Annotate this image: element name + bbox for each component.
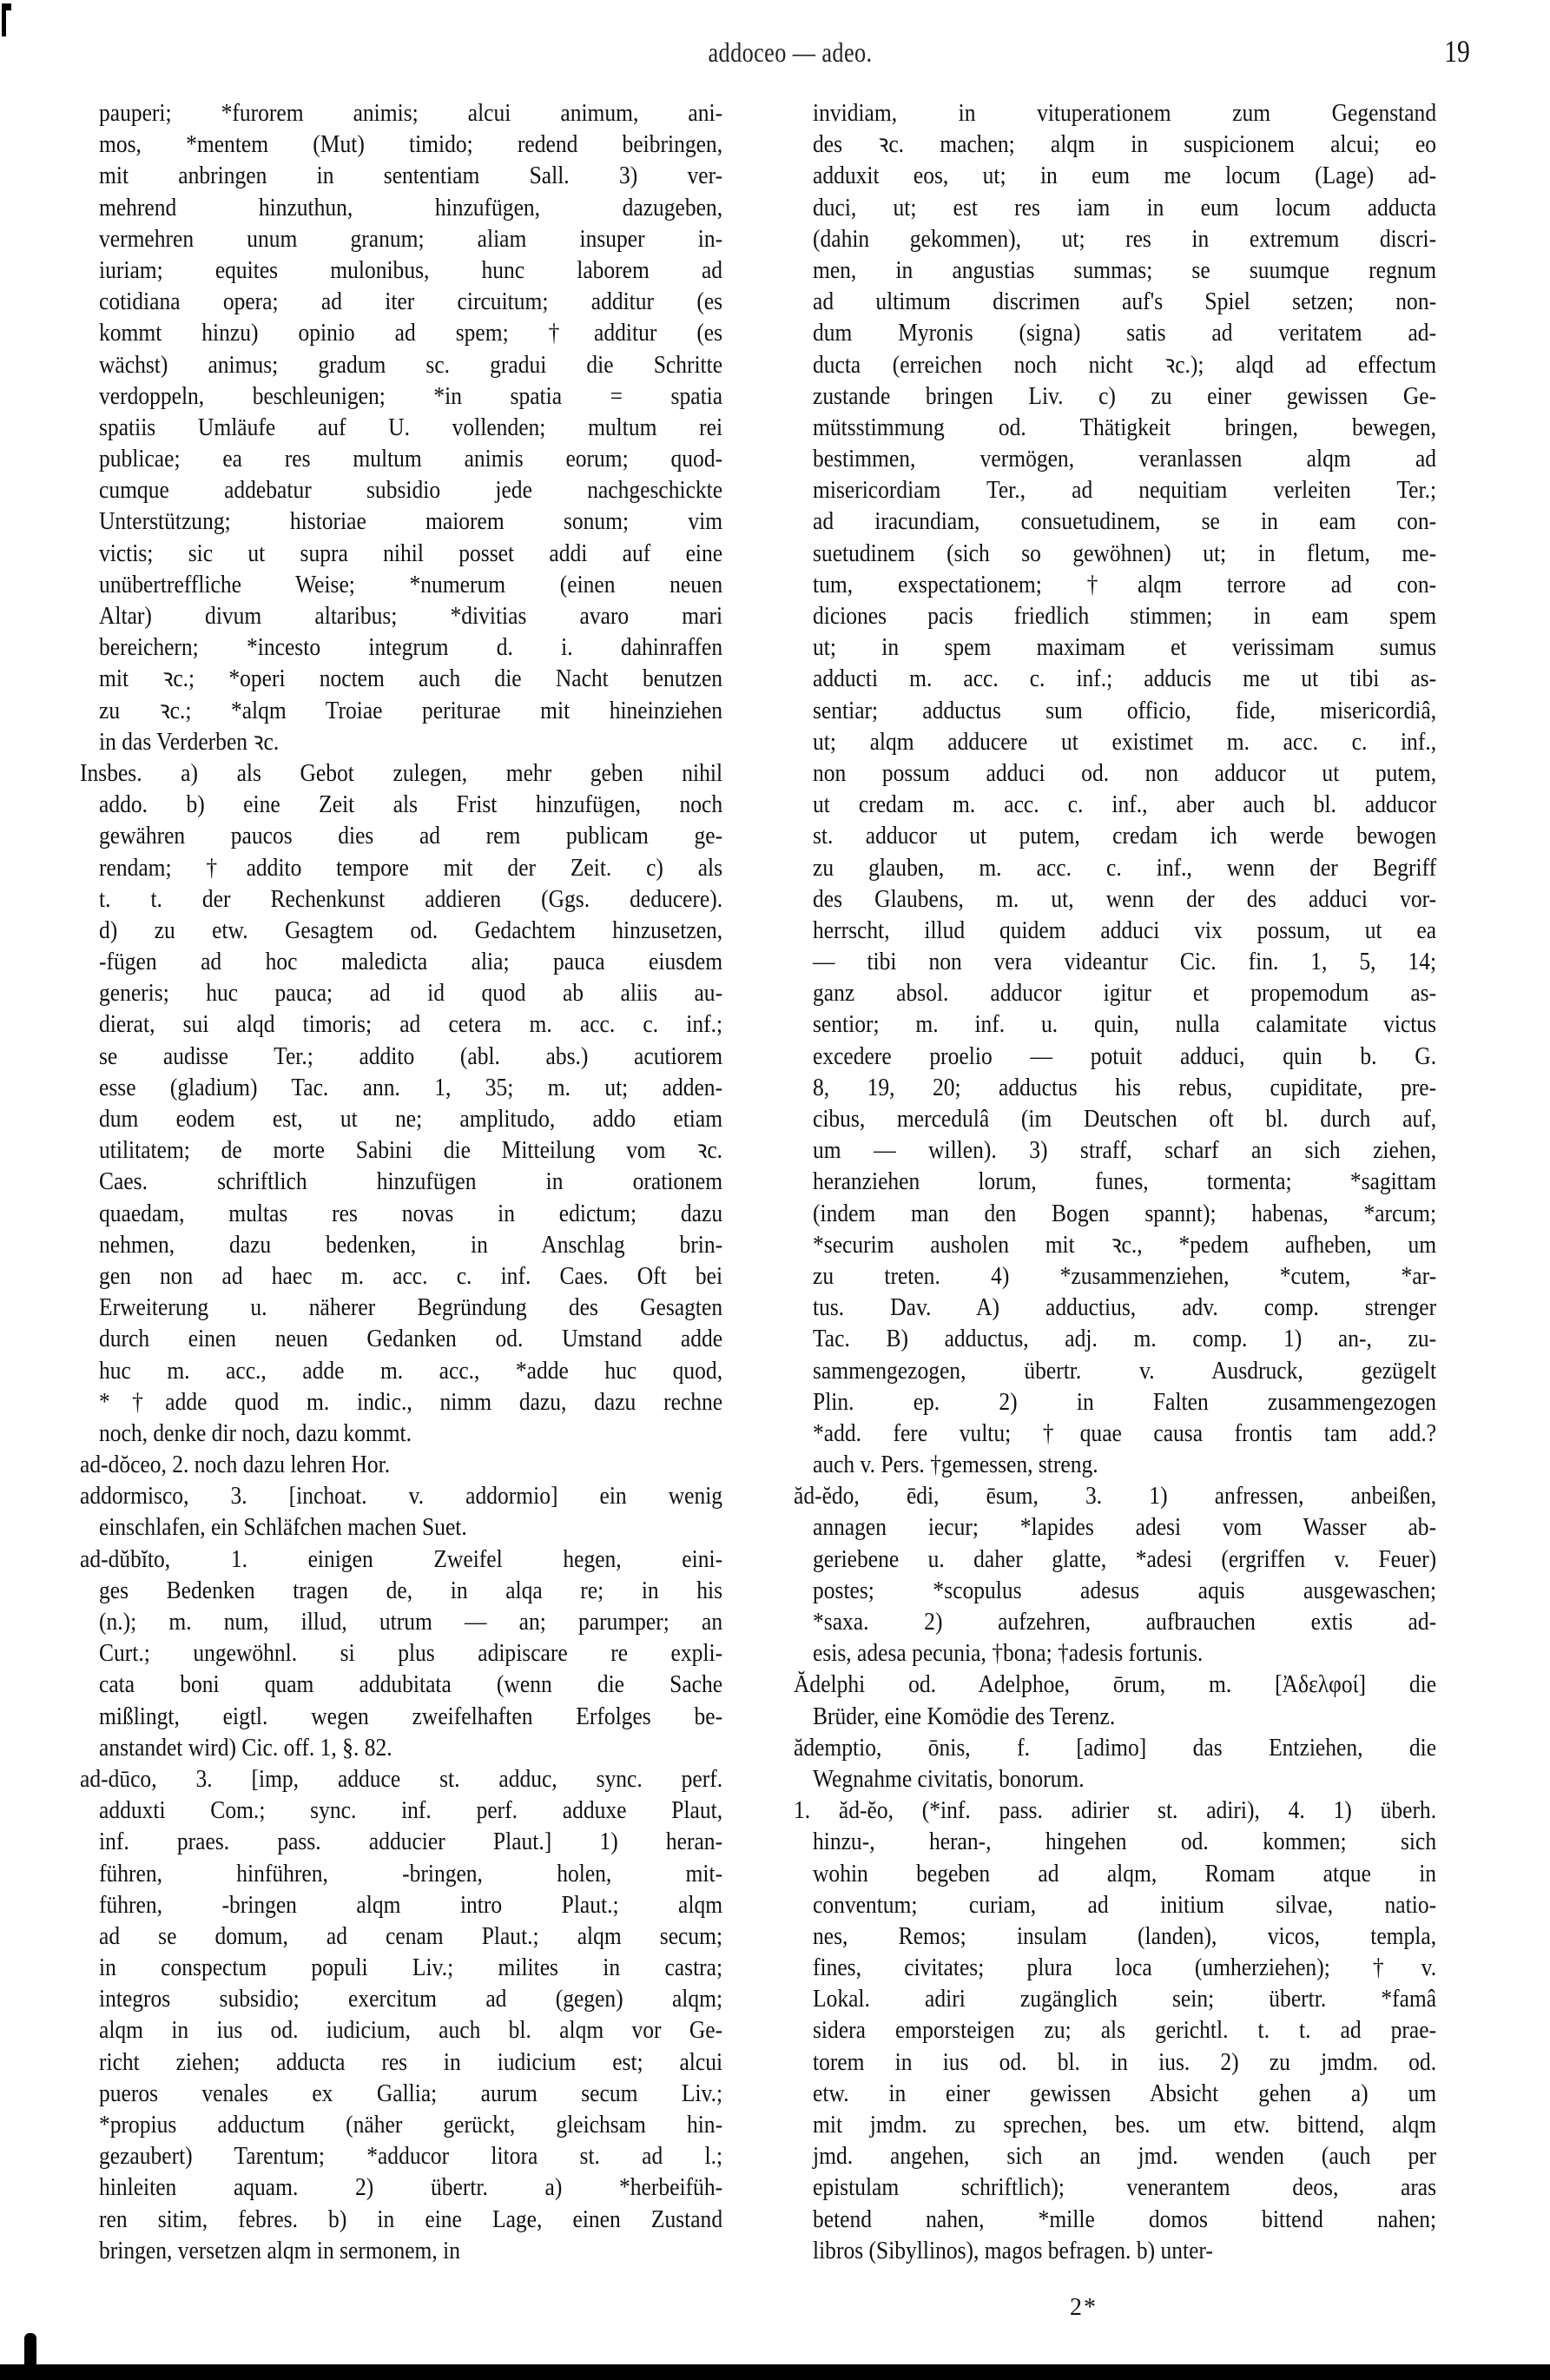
printer-signature: 2* [1070,2294,1098,2321]
scan-border-bottom [0,2364,1550,2380]
text-line: dierat, sui alqd timoris; ad cetera m. acc. c. inf.; [99,1010,723,1039]
text-line: tus. Dav. A) adductius, adv. comp. strenger [813,1293,1437,1322]
text-line: ut credam m. acc. c. inf., aber auch bl. adducor [813,790,1437,819]
text-line: non possum adduci od. non adducor ut putem, [813,758,1437,787]
text-line: ad se domum, ad cenam Plaut.; alqm secum; [99,1921,723,1950]
text-line: führen, -bringen alqm intro Plaut.; alqm [99,1890,723,1919]
text-line: Erweiterung u. näherer Begründung des Gesagten [99,1293,723,1322]
text-line: mißlingt, eigtl. wegen zweifelhaften Erfolges be- [99,1702,723,1730]
text-line: *propius adductum (näher gerückt, gleichsam hin- [99,2111,723,2139]
dictionary-entry-headline: ăd-ĕdo, ēdi, ēsum, 3. 1) anfressen, anbeißen, [794,1482,1437,1511]
text-line: sentior; m. inf. u. quin, nulla calamitate victus [813,1010,1437,1039]
text-line: tum, exspectationem; †alqm terrore ad con- [813,570,1437,598]
text-line: adduxti Com.; sync. inf. perf. adduxe Plaut, [99,1796,723,1825]
text-line: sammengezogen, übertr. v. Ausdruck, gezügelt [813,1356,1437,1385]
text-line: t. t. der Rechenkunst addieren (Ggs. deducere). [99,884,723,913]
text-line: alqm in ius od. iudicium, auch bl. alqm vor Ge- [99,2016,723,2045]
text-line: torem in ius od. bl. in ius. 2) zu jmdm. od. [813,2047,1437,2076]
text-line: addo. b) eine Zeit als Frist hinzufügen, noch [99,790,723,819]
text-line: integros subsidio; exercitum ad (gegen) alqm; [99,1985,723,2013]
text-line: geriebene u. daher glatte, *adesi (ergriffen v. Feuer) [813,1544,1437,1573]
text-line: des Glaubens, m. ut, wenn der des adduci vor- [813,884,1437,913]
text-line: dum eodem est, ut ne; amplitudo, addo etiam [99,1105,723,1133]
text-line: excedere proelio — potuit adduci, quin b. G. [813,1041,1437,1070]
text-line: etw. in einer gewissen Absicht gehen a) um [813,2079,1437,2107]
text-line: esis, adesa pecunia, †bona; †adesis fortunis. [813,1639,1204,1668]
text-line: unübertreffliche Weise; *numerum (einen neuen [99,570,723,598]
text-line: führen, hinführen, -bringen, holen, mit- [99,1859,723,1887]
text-line: zu ꝛc.; *alqm Troiae periturae mit hineinziehen [99,696,723,724]
text-line: mit jmdm. zu sprechen, bes. um etw. bittend, alqm [813,2111,1437,2139]
text-line: iuriam; equites mulonibus, hunc laborem ad [99,255,723,284]
text-line: hinzu-, heran-, hingehen od. kommen; sich [813,1828,1437,1856]
text-line: ad ultimum discrimen auf's Spiel setzen; non- [813,288,1437,316]
text-line: -fügen ad hoc maledicta alia; pauca eiusdem [99,948,723,976]
text-line: rendam; †addito tempore mit der Zeit. c) als [99,853,723,882]
text-line: generis; huc pauca; ad id quod ab aliis au- [99,979,723,1008]
text-line: *†adde quod m. indic., nimm dazu, dazu rechne [99,1387,723,1416]
text-line: postes; *scopulus adesus aquis ausgewaschen; [813,1576,1437,1604]
text-line: adduxit eos, ut; in eum me locum (Lage) ad- [813,162,1437,190]
text-line: herrscht, illud quidem adduci vix possum, ut ea [813,916,1437,944]
text-line: *securim ausholen mit ꝛc., *pedem aufheben, um [813,1230,1437,1259]
text-line: ut; alqm adducere ut existimet m. acc. c. inf., [813,727,1437,756]
text-line: pueros venales ex Gallia; aurum secum Liv.; [99,2079,723,2107]
text-line: duci, ut; est res iam in eum locum adducta [813,193,1437,221]
text-line: jmd. angehen, sich an jmd. wenden (auch per [813,2142,1437,2171]
text-line: ad iracundiam, consuetudinem, se in eam con- [813,507,1437,536]
text-line: libros (Sibyllinos), magos befragen. b) unter- [813,2236,1213,2264]
text-line: ren sitim, febres. b) in eine Lage, einen Zustand [99,2205,723,2233]
text-line: spatiis Umläufe auf U. vollenden; multum rei [99,413,723,441]
text-line: heranziehen lorum, funes, tormenta; *sagittam [813,1167,1437,1196]
text-line: Tac. B) adductus, adj. m. comp. 1) an-, zu- [813,1325,1437,1353]
text-line: auch v. Pers. †gemessen, streng. [813,1451,1098,1479]
text-line: zustande bringen Liv. c) zu einer gewissen Ge- [813,381,1437,410]
text-line: Unterstützung; historiae maiorem sonum; vim [99,507,723,536]
dictionary-entry-headline: ad-dŭbĭto, 1. einigen Zweifel hegen, eini- [80,1544,723,1573]
text-line: durch einen neuen Gedanken od. Umstand adde [99,1325,723,1353]
text-line: mit ꝛc.; *operi noctem auch die Nacht benutzen [99,664,723,693]
text-line: noch, denke dir noch, dazu kommt. [99,1418,412,1447]
text-line: ges Bedenken tragen de, in alqa re; in his [99,1576,723,1604]
dictionary-entry-headline: ad-dŏceo, 2. noch dazu lehren Hor. [80,1451,391,1479]
text-line: fines, civitates; plura loca (umherziehen); †v. [813,1954,1437,1982]
text-line: sentiar; adductus sum officio, fide, misericordiâ, [813,696,1437,724]
text-line: Lokal. adiri zugänglich sein; übertr. *famâ [813,1985,1437,2013]
text-line: — tibi non vera videantur Cic. fin. 1, 5, 14; [813,948,1437,976]
right-column [794,97,1437,2266]
dictionary-entry-headline: ădemptio, ōnis, f. [adimo] das Entziehen, die [794,1733,1437,1762]
text-line: (n.); m. num, illud, utrum — an; parumper; an [99,1608,723,1636]
text-line: quaedam, multas res novas in edictum; dazu [99,1199,723,1227]
text-line: annagen iecur; *lapides adesi vom Wasser ab- [813,1513,1437,1542]
dictionary-entry-headline: Insbes. a) als Gebot zulegen, mehr geben nihil [80,758,723,787]
dictionary-entry-headline: ad-dūco, 3. [imp, adduce st. adduc, sync. perf. [80,1764,723,1793]
text-line: zu treten. 4) *zusammenziehen, *cutem, *ar- [813,1261,1437,1290]
text-line: hinleiten aquam. 2) übertr. a) *herbeifüh- [99,2173,723,2202]
scan-artifact-top [2,3,6,36]
text-line: dum Myronis (signa) satis ad veritatem ad- [813,319,1437,347]
running-head: addoceo — adeo. [708,36,873,68]
text-line: wohin begeben ad alqm, Romam atque in [813,1859,1437,1887]
text-line: zu glauben, m. acc. c. inf., wenn der Begriff [813,853,1437,882]
text-line: vermehren unum granum; aliam insuper in- [99,224,723,253]
text-line: cibus, mercedulâ (im Deutschen oft bl. durch auf, [813,1105,1437,1133]
page-number: 19 [1444,34,1470,69]
text-line: kommt hinzu) opinio ad spem; †additur (es [99,319,723,347]
scan-artifact-bottom [24,2333,36,2364]
text-line: suetudinem (sich so gewöhnen) ut; in fletum, me- [813,539,1437,567]
text-line: (dahin gekommen), ut; res in extremum discri- [813,224,1437,253]
text-line: bestimmen, vermögen, veranlassen alqm ad [813,445,1437,473]
text-line: gewähren paucos dies ad rem publicam ge- [99,822,723,850]
text-line: men, in angustias summas; se suumque regnum [813,255,1437,284]
text-line: nes, Remos; insulam (landen), vicos, templa, [813,1921,1437,1950]
text-line: gezaubert) Tarentum; *adducor litora st. ad l.; [99,2142,723,2171]
text-line: ut; in spem maximam et verissimam sumus [813,633,1437,662]
text-line: esse (gladium) Tac. ann. 1, 35; m. ut; adden- [99,1073,723,1101]
text-line: des ꝛc. machen; alqm in suspicionem alcui; eo [813,130,1437,159]
left-column [80,97,723,2266]
text-line: victis; sic ut supra nihil posset addi auf eine [99,539,723,567]
text-line: misericordiam Ter., ad nequitiam verleiten Ter.; [813,476,1437,505]
text-line: st. adducor ut putem, credam ich werde bewogen [813,822,1437,850]
text-line: bringen, versetzen alqm in sermonem, in [99,2236,461,2264]
text-line: anstandet wird) Cic. off. 1, §. 82. [99,1733,392,1762]
text-line: cotidiana opera; ad iter circuitum; additur (es [99,288,723,316]
text-line: einschlafen, ein Schläfchen machen Suet. [99,1513,467,1542]
text-line: d) zu etw. Gesagtem od. Gedachtem hinzusetzen, [99,916,723,944]
text-line: mütsstimmung od. Thätigkeit bringen, bewegen, [813,413,1437,441]
text-line: Curt.; ungewöhnl. si plus adipiscare re expli- [99,1639,723,1668]
text-line: mehrend hinzuthun, hinzufügen, dazugeben, [99,193,723,221]
text-line: publicae; ea res multum animis eorum; quod- [99,445,723,473]
dictionary-entry-headline: 1. ăd-ĕo, (*inf. pass. adirier st. adiri), 4. 1) überh. [794,1796,1437,1825]
text-line: inf. praes. pass. adducier Plaut.] 1) heran- [99,1828,723,1856]
text-line: diciones pacis friedlich stimmen; in eam spem [813,602,1437,630]
text-line: *add. fere vultu; †quae causa frontis tam add.? [813,1418,1437,1447]
text-line: Brüder, eine Komödie des Terenz. [813,1702,1116,1730]
text-line: huc m. acc., adde m. acc., *adde huc quod, [99,1356,723,1385]
text-line: Wegnahme civitatis, bonorum. [813,1764,1085,1793]
text-line: ducta (erreichen noch nicht ꝛc.); alqd ad effectum [813,350,1437,379]
text-line: mos, *mentem (Mut) timido; redend beibringen, [99,130,723,159]
text-line: epistulam schriftlich); venerantem deos, aras [813,2173,1437,2202]
text-line: adducti m. acc. c. inf.; adducis me ut tibi as- [813,664,1437,693]
text-line: cumque addebatur subsidio jede nachgeschickte [99,476,723,505]
text-line: conventum; curiam, ad initium silvae, natio- [813,1890,1437,1919]
text-line: invidiam, in vituperationem zum Gegenstand [813,99,1437,127]
dictionary-entry-headline: Ădelphi od. Adelphoe, ōrum, m. [Ἀδελφοί] die [794,1670,1437,1699]
text-line: Altar) divum altaribus; *divitias avaro mari [99,602,723,630]
text-line: sidera emporsteigen zu; als gerichtl. t. t. ad prae- [813,2016,1437,2045]
text-line: Caes. schriftlich hinzufügen in orationem [99,1167,723,1196]
text-line: Plin. ep. 2) in Falten zusammengezogen [813,1387,1437,1416]
text-line: pauperi; *furorem animis; alcui animum, ani- [99,99,723,127]
text-line: richt ziehen; adducta res in iudicium est; alcui [99,2047,723,2076]
text-line: verdoppeln, beschleunigen; *in spatia = spatia [99,381,723,410]
text-line: se audisse Ter.; addito (abl. abs.) acutiorem [99,1041,723,1070]
text-line: in das Verderben ꝛc. [99,727,280,756]
text-line: ganz absol. adducor igitur et propemodum as- [813,979,1437,1008]
text-line: (indem man den Bogen spannt); habenas, *arcum; [813,1199,1437,1227]
text-line: utilitatem; de morte Sabini die Mitteilung vom ꝛc. [99,1136,723,1165]
text-line: in conspectum populi Liv.; milites in castra; [99,1954,723,1982]
dictionary-entry-headline: addormisco, 3. [inchoat. v. addormio] ein wenig [80,1482,723,1511]
text-line: betend nahen, *mille domos bittend nahen; [813,2205,1437,2233]
text-line: cata boni quam addubitata (wenn die Sache [99,1670,723,1699]
text-line: um — willen). 3) straff, scharf an sich ziehen, [813,1136,1437,1165]
text-line: *saxa. 2) aufzehren, aufbrauchen extis ad- [813,1608,1437,1636]
text-line: mit anbringen in sententiam Sall. 3) ver- [99,162,723,190]
text-line: bereichern; *incesto integrum d. i. dahinraffen [99,633,723,662]
text-line: 8, 19, 20; adductus his rebus, cupiditate, pre- [813,1073,1437,1101]
text-line: gen non ad haec m. acc. c. inf. Caes. Oft bei [99,1261,723,1290]
text-line: nehmen, dazu bedenken, in Anschlag brin- [99,1230,723,1259]
text-line: wächst) animus; gradum sc. gradui die Schritte [99,350,723,379]
